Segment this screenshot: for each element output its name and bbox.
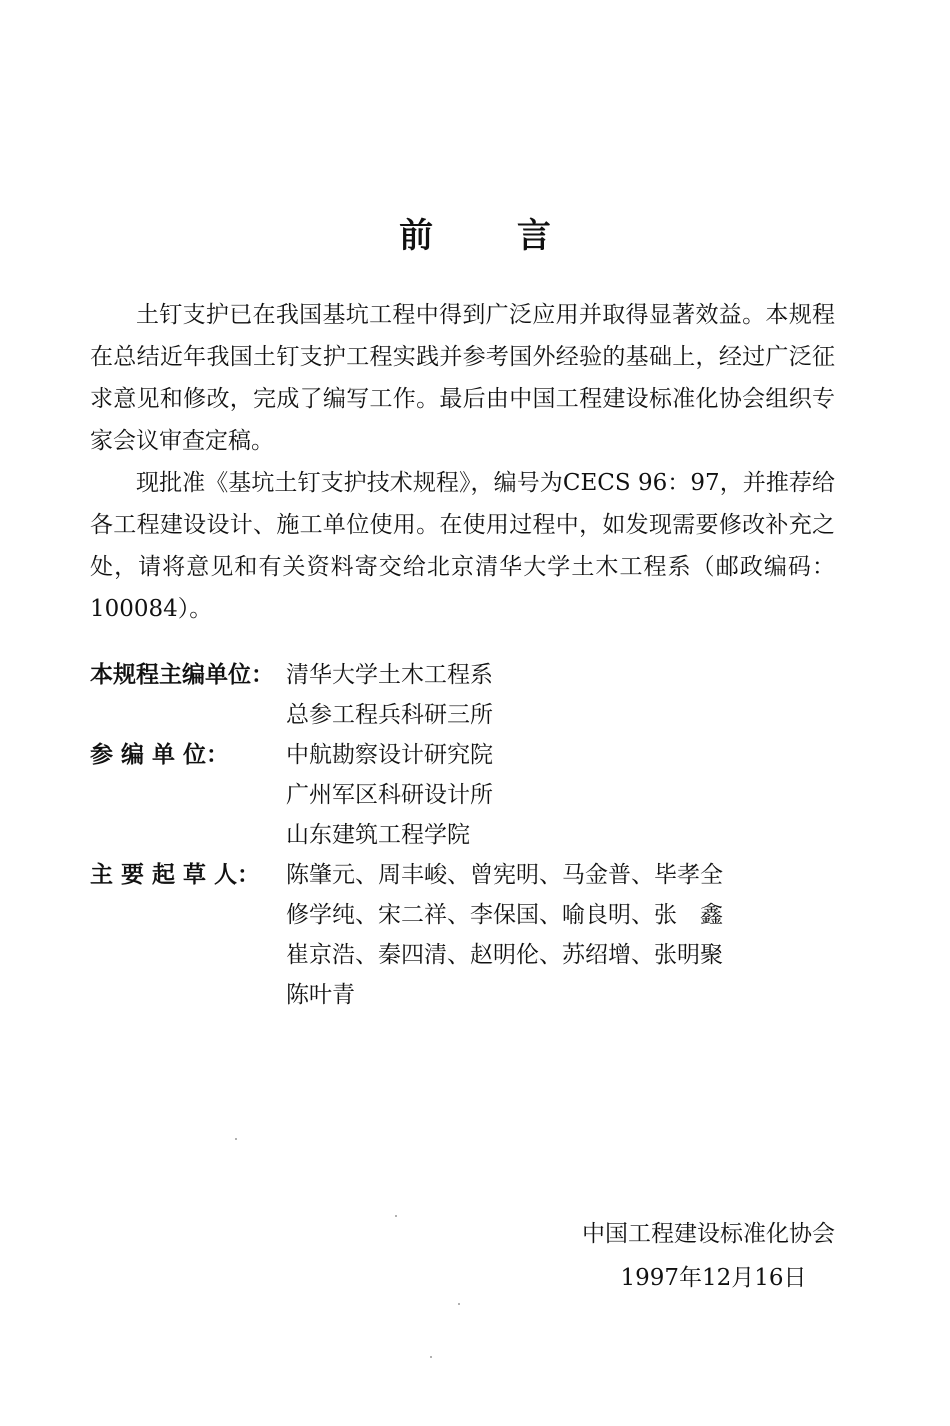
credit-label: 本规程主编单位： <box>90 662 274 688</box>
credit-value: 总参工程兵科研三所 <box>286 702 493 728</box>
credit-value: 清华大学土木工程系 <box>286 662 493 688</box>
credit-values <box>286 655 850 735</box>
credit-value: 陈叶青 <box>286 982 355 1008</box>
credit-value: 修学纯、宋二祥、李保国、喻良明、张 鑫 <box>286 902 723 928</box>
credit-value: 中航勘察设计研究院 <box>286 742 493 768</box>
scan-speck <box>430 1356 432 1358</box>
credit-main-drafters <box>90 855 850 1015</box>
signature-block <box>582 1212 835 1300</box>
scan-speck <box>395 1215 397 1217</box>
paragraph-2: 现批准《基坑土钉支护技术规程》，编号为CECS 96：97，并推荐给各工程建设设计、施工单位使用。在使用过程中，如发现需要修改补充之处，请将意见和有关资料寄交给北京清华大学土木工程系（邮政编码：100084）。 <box>90 470 835 622</box>
preface-body <box>90 294 835 630</box>
page-title: 前 言 <box>399 216 587 256</box>
credit-value: 崔京浩、秦四清、赵明伦、苏绍增、张明聚 <box>286 942 723 968</box>
credits-section <box>90 655 850 1015</box>
credit-label: 主 要 起 草 人： <box>90 862 261 888</box>
credit-value: 广州军区科研设计所 <box>286 782 493 808</box>
credit-value: 山东建筑工程学院 <box>286 822 470 848</box>
signature-organization: 中国工程建设标准化协会 <box>582 1221 835 1247</box>
credit-participating-units <box>90 735 850 855</box>
credit-values <box>286 735 850 855</box>
scan-speck <box>235 1138 237 1140</box>
paragraph-1: 土钉支护已在我国基坑工程中得到广泛应用并取得显著效益。本规程在总结近年我国土钉支护工程实践并参考国外经验的基础上，经过广泛征求意见和修改，完成了编写工作。最后由中国工程建设标准化协会组织专家会议审查定稿。 <box>90 302 835 454</box>
credit-label: 参 编 单 位： <box>90 742 230 768</box>
credit-chief-editor-units <box>90 655 850 735</box>
credit-values <box>286 855 850 1015</box>
signature-date: 1997年12月16日 <box>620 1265 807 1291</box>
scan-speck <box>458 1303 460 1305</box>
credit-value: 陈肇元、周丰峻、曾宪明、马金普、毕孝全 <box>286 862 723 888</box>
